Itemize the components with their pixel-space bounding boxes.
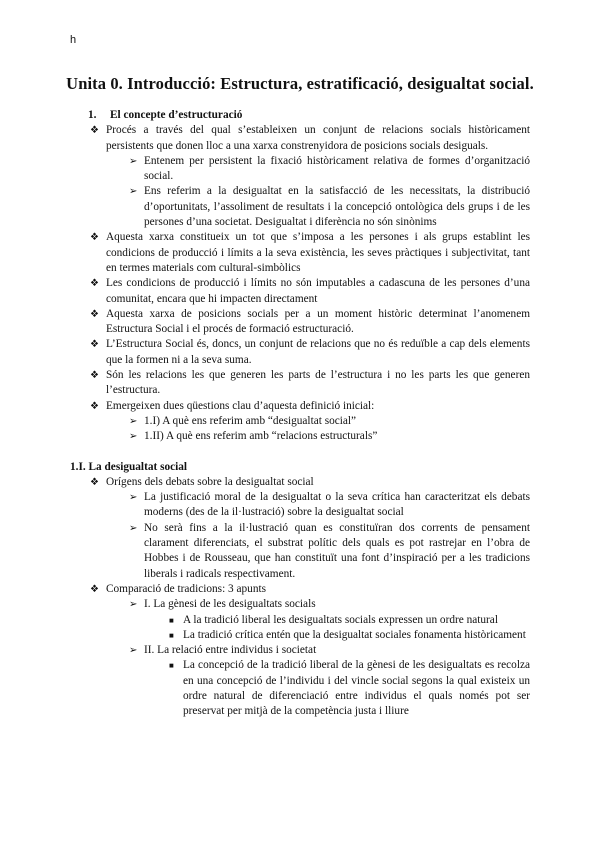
- section-title: 1.I. La desigualtat social: [70, 460, 188, 473]
- arrow-bullet-icon: ➢: [129, 522, 138, 534]
- arrow-bullet-icon: ➢: [129, 645, 138, 657]
- section-1-heading: [70, 108, 530, 123]
- list-item: ❖ Són les relacions les que generen les parts de l’estructura i no les parts les que generen l’estructura.: [90, 369, 530, 397]
- list-item: ■ La tradició crítica entén que la desigualtat sociales fonamenta històricament: [70, 628, 530, 643]
- list-item: ■ A la tradició liberal les desigualtats socials expressen un ordre natural: [70, 613, 530, 628]
- square-bullet-icon: ■: [169, 630, 174, 640]
- list-item: ❖ L’Estructura Social és, doncs, un conjunt de relacions que no és reduïble a cap dels elements que la formen ni a la seva suma.: [90, 338, 530, 366]
- square-bullet-icon: ■: [169, 661, 174, 671]
- diamond-bullet-icon: ❖: [90, 278, 99, 290]
- list-item: ■ La concepció de la tradició liberal de la gènesi de les desigualtats es recolza en una concepció de l’individu i del vincle social segons la qual existeix un ordre natural de diferenciació entre individus el quals només pot ser preservat per mitjà de la competència justa i lliure: [169, 659, 530, 718]
- list-item: ❖ Comparació de tradicions: 3 apunts: [70, 582, 530, 597]
- list-item: ➢ Entenem per persistent la fixació històricament relativa de formes d’organització social.: [129, 154, 530, 183]
- diamond-bullet-icon: ❖: [90, 370, 99, 382]
- section-2-heading: [70, 460, 530, 475]
- document-body: [70, 108, 530, 720]
- list-item: ❖ Procés a través del qual s’estableixen un conjunt de relacions socials històricament persistents que donen lloc a una xarxa constrenyidora de posicions socials desiguals.: [90, 124, 530, 152]
- diamond-bullet-icon: ❖: [90, 339, 99, 351]
- arrow-bullet-icon: ➢: [129, 415, 138, 427]
- list-item: ➢ Ens referim a la desigualtat en la satisfacció de les necessitats, la distribució d’oportunitats, l’assoliment de resultats i la concepció ontològica dels grups i de les persones d’una societat. Desigualtat i diferència no són sinònims: [129, 185, 530, 229]
- diamond-bullet-icon: ❖: [90, 308, 99, 320]
- arrow-bullet-icon: ➢: [129, 492, 138, 504]
- list-item: ➢ La justificació moral de la desigualtat o la seva crítica han caracteritzat els debats moderns (des de la il·lustració) sobre la desigualtat social: [129, 491, 530, 519]
- list-item: ➢ II. La relació entre individus i societat: [70, 643, 530, 658]
- list-item: ➢ 1.I) A què ens referim amb “desigualtat social”: [70, 414, 530, 429]
- page-header-mark: h: [70, 34, 77, 46]
- list-item: ❖ Aquesta xarxa constitueix un tot que s’imposa a les persones i als grups establint les condicions de producció i límits a la seva existència, les seves pràctiques i subjectivitat, tant en termes materials com cultural-simbòlics: [90, 231, 530, 274]
- diamond-bullet-icon: ❖: [90, 400, 99, 412]
- list-item: ❖ Aquesta xarxa de posicions socials per a un moment històric determinat l’anomenem Estructura Social i el procés de formació estructuració.: [90, 307, 530, 336]
- list-item: ❖ Orígens dels debats sobre la desigualtat social: [70, 475, 530, 490]
- arrow-bullet-icon: ➢: [129, 186, 138, 198]
- square-bullet-icon: ■: [169, 615, 174, 625]
- arrow-bullet-icon: ➢: [129, 599, 138, 611]
- list-item: ➢ No serà fins a la il·lustració quan es constituïran dos corrents de pensament clarament diferenciats, el substrat polític dels quals es pot rastrejar en l’obra de Hobbes i de Rousseau, que han constituït una font d’inspiració per a les tradicions liberals i radicals respectivament.: [129, 521, 530, 580]
- section-title: El concepte d’estructuració: [110, 109, 243, 121]
- list-item: ❖ Les condicions de producció i límits no són imputables a cadascuna de les persones d’una comunitat, encara que hi impacten directament: [90, 277, 530, 305]
- list-item: ➢ 1.II) A què ens referim amb “relacions estructurals”: [70, 429, 530, 444]
- arrow-bullet-icon: ➢: [129, 431, 138, 443]
- diamond-bullet-icon: ❖: [90, 583, 99, 595]
- arrow-bullet-icon: ➢: [129, 155, 138, 167]
- page-title: Unita 0. Introducció: Estructura, estratificació, desigualtat social.: [66, 74, 534, 93]
- list-item: ❖ Emergeixen dues qüestions clau d’aquesta definició inicial:: [70, 399, 530, 414]
- diamond-bullet-icon: ❖: [90, 476, 99, 488]
- section-number: 1.: [88, 109, 97, 121]
- diamond-bullet-icon: ❖: [90, 232, 99, 244]
- list-item: ➢ I. La gènesi de les desigualtats socials: [70, 597, 530, 612]
- diamond-bullet-icon: ❖: [90, 125, 99, 137]
